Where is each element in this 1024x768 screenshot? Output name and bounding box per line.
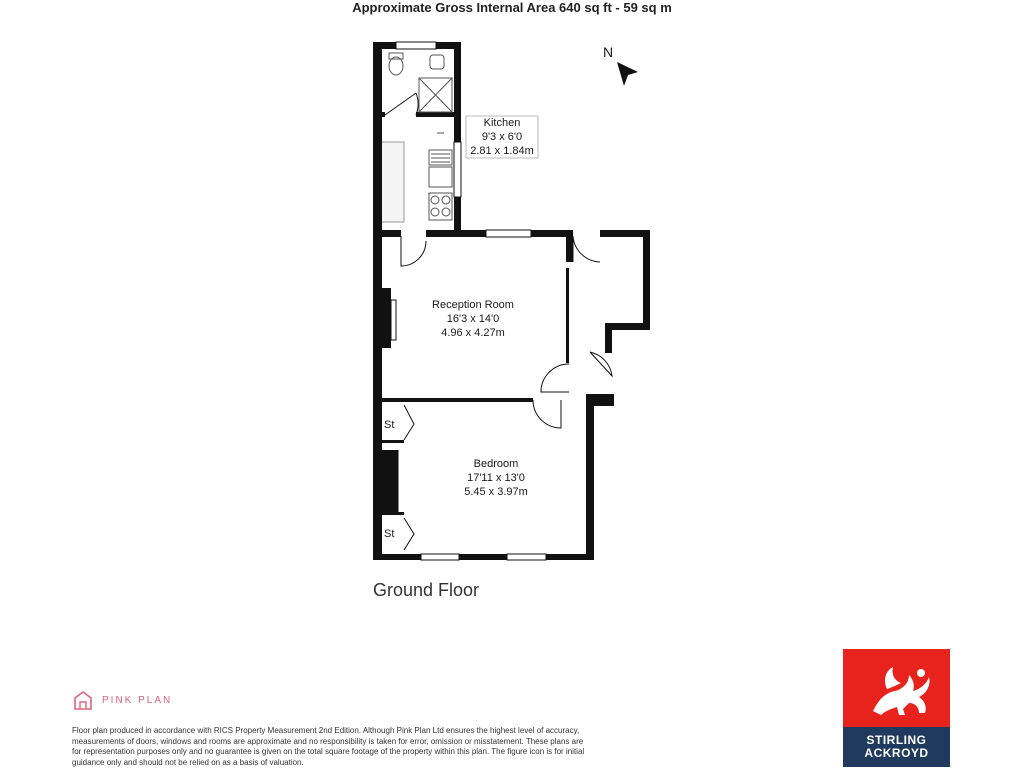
floor-label: Ground Floor <box>373 580 480 600</box>
kitchen-metric: 2.81 x 1.84m <box>470 145 534 157</box>
sink <box>429 167 452 187</box>
store2-wall <box>381 512 404 515</box>
wall-porch-inner <box>605 323 612 353</box>
wall-bottom-a <box>373 554 421 560</box>
pink-plan-logo <box>72 690 172 710</box>
kitchen-imperial: 9'3 x 6'0 <box>481 131 523 143</box>
north-arrow-icon <box>617 62 638 86</box>
wall-porch-right <box>643 230 650 330</box>
north-label: N <box>603 44 614 60</box>
store-2: St <box>384 528 395 540</box>
kitchen-counter <box>381 142 404 222</box>
window-bath <box>396 42 436 49</box>
agent-name-line1: STIRLING <box>866 733 927 747</box>
bedroom-name: Bedroom <box>473 458 519 470</box>
chimney-reception <box>373 288 391 348</box>
door-entrance <box>590 352 612 376</box>
door-bath <box>385 93 416 115</box>
wall-bath-bottom-b <box>416 112 454 117</box>
reception-metric: 4.96 x 4.27m <box>441 327 505 339</box>
reception-imperial: 16'3 x 14'0 <box>446 313 500 325</box>
wall-divider <box>373 398 533 402</box>
door-recep <box>401 236 426 266</box>
wall-recep-top-b <box>426 230 486 237</box>
agent-name-line2: ACKROYD <box>864 746 929 760</box>
window-bed-1 <box>421 554 459 560</box>
toilet <box>389 57 403 75</box>
window-bed-2 <box>507 554 546 560</box>
room-kitchen <box>466 116 538 158</box>
wall-porch-top <box>600 230 650 237</box>
pink-plan-name: PINK PLAN <box>102 694 173 706</box>
door-porch <box>573 236 600 262</box>
store1-door <box>404 405 414 440</box>
window-recep-side <box>391 300 396 340</box>
agent-logo-emblem <box>843 649 950 727</box>
store1-wall <box>381 440 404 443</box>
wall-recep-right-a <box>566 230 573 262</box>
griffin-icon <box>843 649 950 727</box>
wall-bed-right <box>586 394 594 560</box>
kitchen-name: Kitchen <box>483 117 521 129</box>
agent-logo-wordmark <box>843 727 950 767</box>
store-1: St <box>384 419 395 431</box>
area-title: Approximate Gross Internal Area 640 sq ft - 59 sq m <box>352 0 672 15</box>
door-bed <box>533 400 561 428</box>
bedroom-imperial: 17'11 x 13'0 <box>467 472 525 484</box>
wall-bottom-b <box>459 554 507 560</box>
wall-recep-top-a <box>373 230 401 237</box>
room-bedroom <box>446 457 546 499</box>
disclaimer-text: Floor plan produced in accordance with RICS Property Measurement 2nd Edition. Although Pink Plan Ltd ensures the highest level of accuracy, measurements of doors, windows and rooms are approximate and no responsibility is taken for error, omission or misstatement. These plans are for representation purposes only and no guarantee is given on the total square footage of the property within this plan. The figure icon is for initial guidance only and should not be relied on as a basis of valuation. <box>72 726 585 767</box>
wall-recep-right-b <box>566 268 569 363</box>
wall-right-kitchen <box>454 42 461 232</box>
reception-name: Reception Room <box>432 299 514 311</box>
window-recep-top <box>486 230 531 237</box>
house-logo-icon <box>72 690 94 710</box>
wall-bottom-c <box>546 554 594 560</box>
basin <box>430 55 444 69</box>
window-kitchen <box>454 142 461 197</box>
wall-bath-bottom-a <box>373 112 385 117</box>
agent-logo <box>843 649 950 767</box>
bedroom-metric: 5.45 x 3.97m <box>464 486 528 498</box>
store2-door <box>404 518 414 550</box>
room-reception <box>414 298 532 340</box>
chimney-bedroom <box>373 450 398 512</box>
door-bed-a <box>541 364 569 392</box>
